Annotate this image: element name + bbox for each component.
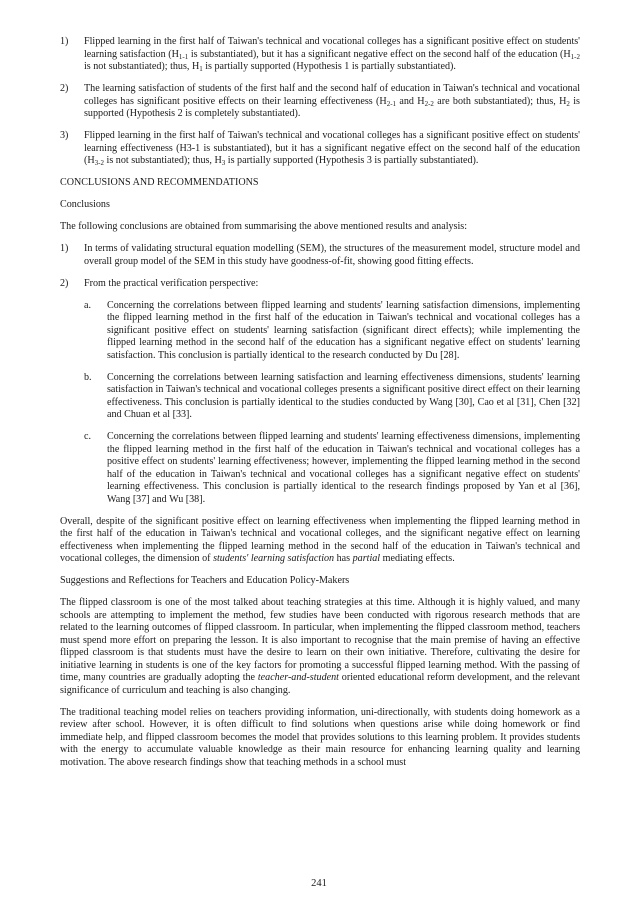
list-number: 2) (60, 277, 69, 289)
subheading-suggestions: Suggestions and Reflections for Teachers and Education Policy-Makers (60, 575, 350, 586)
sub-conclusion-list (84, 300, 580, 507)
list-number: 1) (60, 36, 69, 47)
list-text: In terms of validating structural equation modelling (SEM), the structures of the measurement model, structure model and overall group model of the SEM in this study have goodness-of-fit, showing good fitting effects. (84, 243, 580, 267)
list-text: Concerning the correlations between learning satisfaction and learning effectiveness dimensions, students' learning satisfaction in Taiwan's technical and vocational colleges presents a significant positive direct effect on their learning effectiveness. This conclusion is partially identical to the studies conducted by Wang [30], Cao et al [31], Chen [32] and Chuan et al [33]. (107, 371, 580, 420)
list-text: Flipped learning in the first half of Taiwan's technical and vocational colleges has a significant positive effect on students' learning effectiveness (H3-1 is substantiated), but it has a significant negative effect on the second half of the education ($H_{3-2}$ is not substantiated); thus, $H_3$ is partially supported (Hypothesis 3 is partially substantiated). (84, 130, 580, 167)
list-text: Flipped learning in the first half of Taiwan's technical and vocational colleges has a significant positive effect on students' learning satisfaction ($H_{1-1}$ is substantiated), but it has a significant negative effect on the second half of the education ($H_{1-2}$ is not substantiated); thus, $H_1$ is partially supported (Hypothesis 1 is partially substantiated). (84, 36, 580, 73)
list-text: Concerning the correlations between flipped learning and students' learning effectiveness dimensions, implementing the flipped learning method in the first half of the education in Taiwan's technical and vocational colleges has a positive effect on students' learning effectiveness; however, implementing the flipped learning method in the second half of the education in Taiwan's technical and vocational colleges has a significant negative effect on students' learning effectiveness. This conclusion is partially identical to the research findings proposed by Yan et al [36], Wang [37] and Wu [38]. (107, 431, 580, 505)
list-number: 1) (60, 243, 69, 254)
list-number: 2) (60, 83, 69, 94)
conclusion-1 (60, 243, 580, 268)
list-letter: c. (84, 431, 92, 442)
list-text: From the practical verification perspective: (84, 277, 259, 289)
traditional-teaching-paragraph: The traditional teaching model relies on teachers providing information, uni-directionally, with students doing homework as a review after school. However, it is often difficult to find solutions when questions arise while doing homework or find immediate help, and flipped classroom becomes the model that provides solutions to this learning problem. It provides students with the energy to accumulate valuable knowledge as their main resource for enhancing learning quality and learning motivation. The above research findings show that teaching methods in a school must (60, 706, 580, 768)
sub-conclusion-c (84, 431, 580, 506)
list-number: 3) (60, 130, 69, 141)
hypothesis-result-3 (60, 130, 580, 168)
conclusions-intro: The following conclusions are obtained from summarising the above mentioned results and analysis: (60, 221, 468, 232)
list-text: Concerning the correlations between flipped learning and students' learning satisfaction dimensions, implementing the flipped learning method in the first half of the education in Taiwan's technical and vocational colleges has a significant positive effect on students' learning satisfaction (significant direct effects); while implementing the flipped learning method in the second half of the education has a significant negative effect on students' learning satisfaction. This conclusion is partially identical to the research conducted by Du [28]. (107, 299, 580, 361)
conclusion-2 (60, 278, 580, 291)
sub-conclusion-b (84, 372, 580, 422)
list-letter: b. (84, 371, 92, 383)
flipped-classroom-paragraph: The flipped classroom is one of the most talked about teaching strategies at this time. Although it is highly valued, and many schools are attempting to implement the method, few studies have been conducted with rigorous research methods that are related to the learning outcomes of flipped classroom. In particular, when implementing the flipped classroom method, teachers must spend more effort on preparing the lesson. It is also important to recognise that the main premise of having an effective flipped classroom is that students must have the desire to learn on their own initiative. Therefore, cultivating the desire for initiative learning in students is one of the key factors for promoting a successful flipped learning method. With the passing of time, many countries are gradually adopting the teacher-and-student oriented educational reform development, and the relevant significance of curriculum and teaching is also changing. (60, 597, 580, 696)
sub-conclusion-a (84, 300, 580, 363)
page-number: 241 (311, 878, 327, 889)
hypothesis-result-2 (60, 83, 580, 121)
overall-paragraph: Overall, despite of the significant positive effect on learning effectiveness when implementing the flipped learning method in the first half of the education in Taiwan's technical and vocational colleges, and the significant negative effect on learning effectiveness when implementing the flipped learning method in the second half of the education in Taiwan's technical and vocational colleges, the dimension of students' learning satisfaction has partial mediating effects. (60, 515, 580, 564)
hypothesis-result-1 (60, 36, 580, 74)
list-text: The learning satisfaction of students of the first half and the second half of education in Taiwan's technical and vocational colleges has significant positive effects on their learning effectiveness ($H_{2-1}$ and $H_{2-2}$ are both substantiated); thus, $H_2$ is supported (Hypothesis 2 is completely substantiated). (84, 83, 580, 119)
subheading-conclusions: Conclusions (60, 199, 110, 210)
section-heading: CONCLUSIONS AND RECOMMENDATIONS (60, 177, 259, 188)
list-letter: a. (84, 299, 92, 311)
